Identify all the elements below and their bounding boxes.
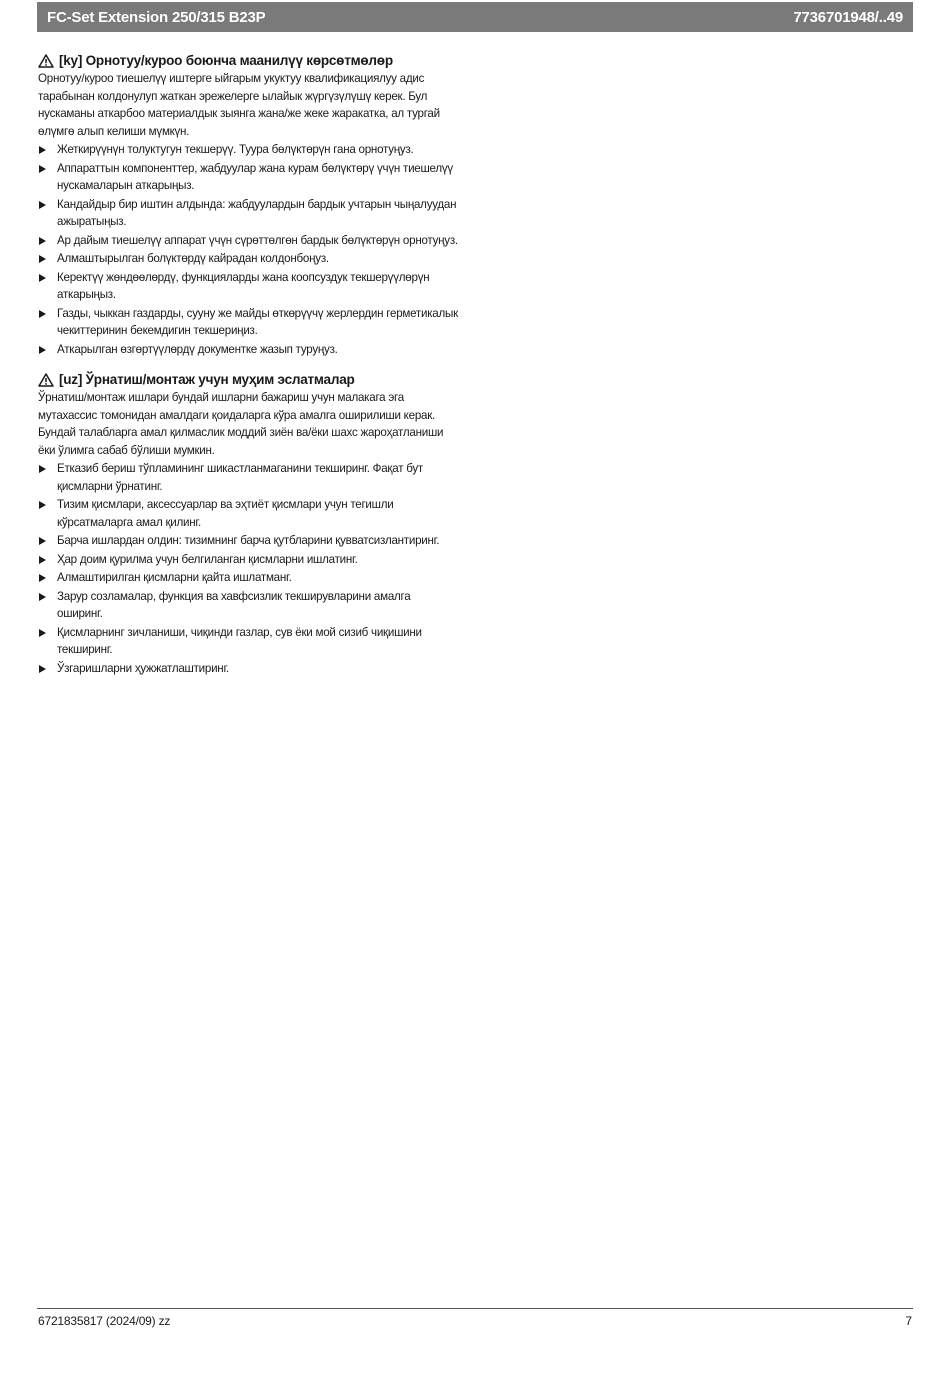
list-item xyxy=(38,496,458,531)
section-body: Ўрнатиш/монтаж ишлари бундай ишларни бажариш учун малакага эга мутахассис томонидан амалдаги қоидаларга кўра амалга оширилиши керак. Бундай талабларга амал қилмаслик моддий зиён ва/ёки шахс жароҳатланиши ёки ўлимга сабаб бўлиши мумкин. xyxy=(38,391,444,457)
header-product-title: FC-Set Extension 250/315 B23P xyxy=(47,8,266,26)
warning-triangle-icon xyxy=(38,54,54,68)
warning-triangle-icon xyxy=(38,373,54,387)
play-arrow-icon xyxy=(39,465,46,473)
play-arrow-icon xyxy=(39,574,46,582)
list-item-text: Аткарылган өзгөртүүлөрдү документке жазып туруңуз. xyxy=(57,342,338,356)
play-arrow-icon xyxy=(39,146,46,154)
play-arrow-icon xyxy=(39,237,46,245)
section-title xyxy=(38,371,458,389)
list-item-text: Жеткирүүнүн толуктугун текшерүү. Туура бөлүктөрүн гана орнотуңуз. xyxy=(57,143,414,156)
section-title-text: [ky] Орнотуу/куроо боюнча маанилүү көрсөтмөлөр xyxy=(59,53,393,69)
play-arrow-icon xyxy=(39,593,46,601)
list-item-text: Кандайдыр бир иштин алдында: жабдуулардын бардык учтарын чыңалуудан ажыратыңыз. xyxy=(57,197,457,228)
section-title-text: [uz] Ўрнатиш/монтаж учун муҳим эслатмалар xyxy=(59,372,355,388)
header-bar xyxy=(37,2,913,32)
list-item xyxy=(38,341,458,359)
list-item xyxy=(38,624,458,659)
list-item xyxy=(38,532,458,550)
list-item-text: Газды, чыккан газдарды, сууну же майды өткөрүүчү жерлердин герметикалык чекиттеринин бекемдигин текшериңиз. xyxy=(57,306,458,337)
list-item xyxy=(38,588,458,623)
play-arrow-icon xyxy=(39,274,46,282)
play-arrow-icon xyxy=(39,665,46,673)
list-item-text: Алмаштырылган болүктөрдү кайрадан колдонбоңуз. xyxy=(57,252,329,265)
list-item xyxy=(38,250,458,268)
list-item-text: Тизим қисмлари, аксессуарлар ва эҳтиёт қисмлари учун тегишли кўрсатмаларга амал қилинг. xyxy=(57,498,394,529)
list-item xyxy=(38,305,458,340)
footer-doc-ref: 6721835817 (2024/09) zz xyxy=(38,1314,171,1328)
play-arrow-icon xyxy=(39,201,46,209)
list-item-text: Ҳар доим қурилма учун белгиланган қисмларни ишлатинг. xyxy=(57,552,358,566)
list-item-text: Ар дайым тиешелүү аппарат үчүн сүрөттөлгөн бардык бөлүктөрүн орнотуңуз. xyxy=(57,233,458,247)
instruction-list xyxy=(38,141,458,358)
play-arrow-icon xyxy=(39,501,46,509)
list-item xyxy=(38,160,458,195)
play-arrow-icon xyxy=(39,537,46,545)
play-arrow-icon xyxy=(39,556,46,564)
list-item-text: Барча ишлардан олдин: тизимнинг барча қутбларини қувватсизлантиринг. xyxy=(57,534,440,547)
section-ky xyxy=(38,52,458,358)
list-item-text: Ўзгаришларни ҳужжатлаштиринг. xyxy=(57,661,229,675)
list-item xyxy=(38,569,458,587)
instruction-list xyxy=(38,460,458,677)
play-arrow-icon xyxy=(39,255,46,263)
list-item xyxy=(38,196,458,231)
list-item-text: Қисмларнинг зичланиши, чиқинди газлар, сув ёки мой сизиб чиқишини текширинг. xyxy=(57,625,422,656)
list-item-text: Алмаштирилган қисмларни қайта ишлатманг. xyxy=(57,571,292,584)
page-number: 7 xyxy=(905,1314,912,1328)
list-item xyxy=(38,269,458,304)
play-arrow-icon xyxy=(39,629,46,637)
play-arrow-icon xyxy=(39,346,46,354)
play-arrow-icon xyxy=(39,310,46,318)
footer-divider xyxy=(37,1308,913,1309)
header-doc-number: 7736701948/..49 xyxy=(793,8,903,26)
list-item-text: Керектүү жөндөөлөрдү, функцияларды жана коопсуздук текшерүүлөрүн аткарыңыз. xyxy=(57,270,430,301)
play-arrow-icon xyxy=(39,165,46,173)
section-body: Орнотуу/куроо тиешелүү иштерге ыйгарым укуктуу квалификациялуу адис тарабынан колдонулуп жаткан эрежелерге ылайык жүргүзүлүшү керек. Бул нускаманы аткарбоо материалдык зыянга жана/же жеке жаракатка, ал тургай өлүмгө алып келиши мүмкүн. xyxy=(38,72,440,138)
list-item-text: Зарур созламалар, функция ва хавфсизлик текширувларини амалга оширинг. xyxy=(57,589,411,620)
list-item-text: Етказиб бериш тўпламининг шикастланмаганини текширинг. Фақат бут қисмларни ўрнатинг. xyxy=(57,462,423,493)
list-item xyxy=(38,460,458,495)
section-title xyxy=(38,52,458,70)
list-item xyxy=(38,232,458,250)
list-item xyxy=(38,660,458,678)
list-item xyxy=(38,551,458,569)
list-item-text: Аппараттын компоненттер, жабдуулар жана курам бөлүктөрү үчүн тиешелүү нускамаларын аткарыңыз. xyxy=(57,161,453,192)
list-item xyxy=(38,141,458,159)
section-uz xyxy=(38,371,458,677)
main-content xyxy=(38,52,458,677)
